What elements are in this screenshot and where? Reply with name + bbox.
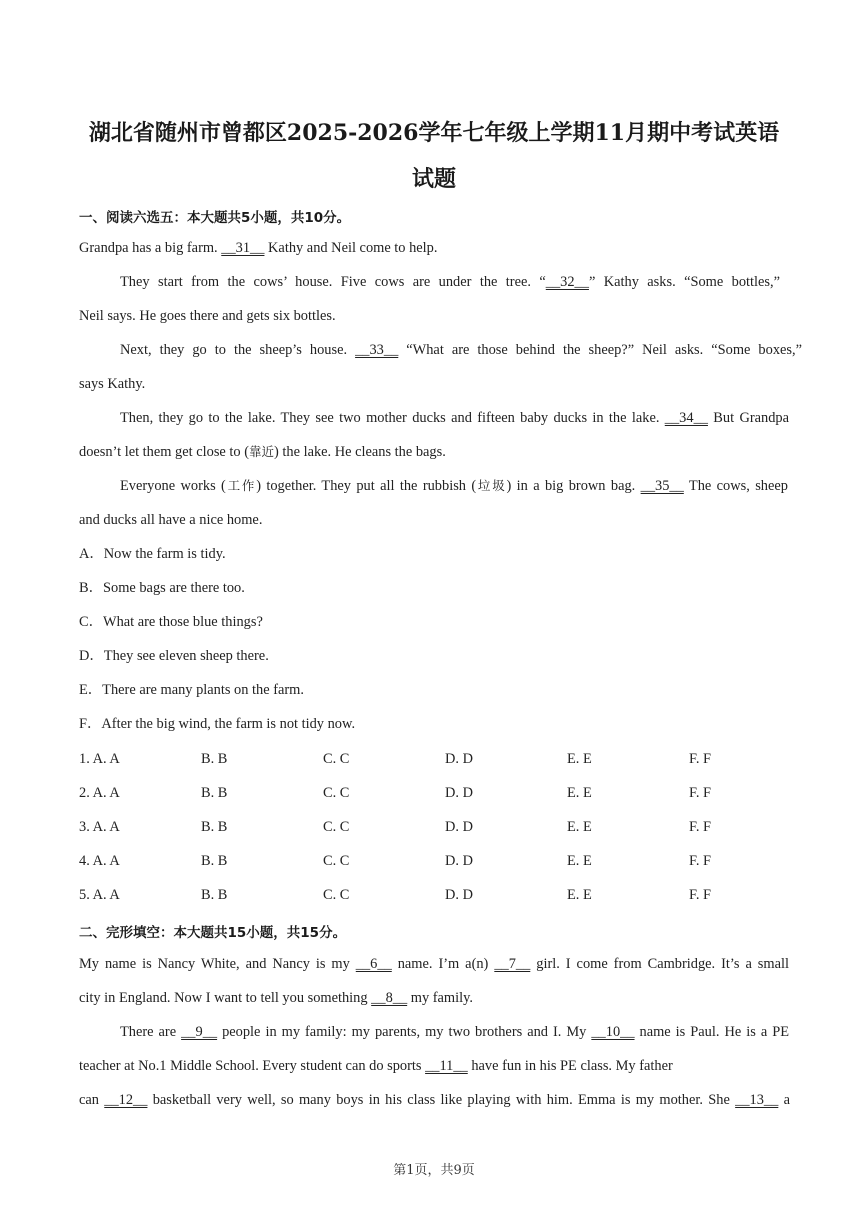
question-3-choice-a[interactable]: 3. A. A xyxy=(79,819,120,835)
section1-heading: 一、阅读六选五：本大题共5小题，共10分。 xyxy=(79,210,351,226)
blank-9: __9__ xyxy=(181,1024,218,1040)
question-2-choice-b[interactable]: B. B xyxy=(201,785,228,801)
option-e: E．There are many plants on the farm. xyxy=(79,682,304,698)
passage1-line6: Then, they go to the lake. They see two mother ducks and fifteen baby ducks in the lake. __34__ But Grandpa xyxy=(120,410,789,426)
question-4-choice-e[interactable]: E. E xyxy=(567,853,592,869)
option-b: B．Some bags are there too. xyxy=(79,580,245,596)
question-3-choice-f[interactable]: F. F xyxy=(689,819,712,835)
passage1-line8: Everyone works (工作) together. They put all the rubbish (垃圾) in a big brown bag. __35__ The cows, sheep xyxy=(120,478,788,494)
page-number: 第1页，共9页 xyxy=(393,1163,475,1178)
passage2-line1: My name is Nancy White, and Nancy is my __6__ name. I’m a(n) __7__ girl. I come from Cambridge. It’s a small xyxy=(79,956,789,972)
question-3-choice-b[interactable]: B. B xyxy=(201,819,228,835)
question-2-choice-a[interactable]: 2. A. A xyxy=(79,785,120,801)
passage1-line7: doesn’t let them get close to (靠近) the lake. He cleans the bags. xyxy=(79,444,446,460)
exam-title-line1: 湖北省随州市曾都区2025-2026学年七年级上学期11月期中考试英语 xyxy=(88,120,780,146)
passage2-line4: teacher at No.1 Middle School. Every student can do sports __11__ have fun in his PE class. My father xyxy=(79,1058,673,1074)
question-2-choice-d[interactable]: D. D xyxy=(445,785,473,801)
question-1-choice-b[interactable]: B. B xyxy=(201,751,228,767)
blank-13: __13__ xyxy=(735,1092,779,1108)
question-1-choice-e[interactable]: E. E xyxy=(567,751,592,767)
question-4-choice-b[interactable]: B. B xyxy=(201,853,228,869)
passage1-line2: They start from the cows’ house. Five cows are under the tree. “__32__” Kathy asks. “Some bottles,” xyxy=(120,274,780,290)
blank-31: __31__ xyxy=(221,240,265,256)
blank-34: __34__ xyxy=(664,410,708,426)
question-4-choice-f[interactable]: F. F xyxy=(689,853,712,869)
question-5-choice-b[interactable]: B. B xyxy=(201,887,228,903)
question-3-choice-d[interactable]: D. D xyxy=(445,819,473,835)
question-1-choice-a[interactable]: 1. A. A xyxy=(79,751,120,767)
passage2-line3: There are __9__ people in my family: my parents, my two brothers and I. My __10__ name is Paul. He is a PE xyxy=(120,1024,789,1040)
blank-32: __32__ xyxy=(545,274,589,290)
question-2-choice-c[interactable]: C. C xyxy=(323,785,350,801)
passage1-line9: and ducks all have a nice home. xyxy=(79,512,263,528)
question-5-choice-c[interactable]: C. C xyxy=(323,887,350,903)
option-f: F．After the big wind, the farm is not tidy now. xyxy=(79,716,356,732)
question-1-choice-f[interactable]: F. F xyxy=(689,751,712,767)
question-3-choice-e[interactable]: E. E xyxy=(567,819,592,835)
option-d: D．They see eleven sheep there. xyxy=(79,648,269,664)
blank-8: __8__ xyxy=(371,990,408,1006)
passage1-line5: says Kathy. xyxy=(79,376,146,392)
question-3-choice-c[interactable]: C. C xyxy=(323,819,350,835)
question-5-choice-f[interactable]: F. F xyxy=(689,887,712,903)
blank-10: __10__ xyxy=(591,1024,635,1040)
blank-7: __7__ xyxy=(494,956,531,972)
passage1-line1: Grandpa has a big farm. __31__ Kathy and Neil come to help. xyxy=(79,240,438,256)
question-1-choice-d[interactable]: D. D xyxy=(445,751,473,767)
option-c: C．What are those blue things? xyxy=(79,614,263,630)
question-1-choice-c[interactable]: C. C xyxy=(323,751,350,767)
question-4-choice-c[interactable]: C. C xyxy=(323,853,350,869)
blank-33: __33__ xyxy=(355,342,399,358)
question-4-choice-d[interactable]: D. D xyxy=(445,853,473,869)
question-2-choice-e[interactable]: E. E xyxy=(567,785,592,801)
passage1-line4: Next, they go to the sheep’s house. __33__ “What are those behind the sheep?” Neil asks. “Some boxes,” xyxy=(120,342,802,358)
question-5-choice-d[interactable]: D. D xyxy=(445,887,473,903)
question-2-choice-f[interactable]: F. F xyxy=(689,785,712,801)
option-a: A．Now the farm is tidy. xyxy=(79,546,226,562)
blank-12: __12__ xyxy=(104,1092,148,1108)
blank-11: __11__ xyxy=(425,1058,468,1074)
question-5-choice-e[interactable]: E. E xyxy=(567,887,592,903)
section2-heading: 二、完形填空：本大题共15小题，共15分。 xyxy=(79,925,347,941)
exam-title-line2: 试题 xyxy=(411,166,456,192)
question-4-choice-a[interactable]: 4. A. A xyxy=(79,853,120,869)
blank-6: __6__ xyxy=(355,956,392,972)
passage2-line2: city in England. Now I want to tell you something __8__ my family. xyxy=(79,990,473,1006)
passage2-line5: can __12__ basketball very well, so many boys in his class like playing with him. Emma is my mother. She __13__ a xyxy=(79,1092,790,1108)
question-5-choice-a[interactable]: 5. A. A xyxy=(79,887,120,903)
passage1-line3: Neil says. He goes there and gets six bottles. xyxy=(79,308,336,324)
blank-35: __35__ xyxy=(640,478,684,494)
